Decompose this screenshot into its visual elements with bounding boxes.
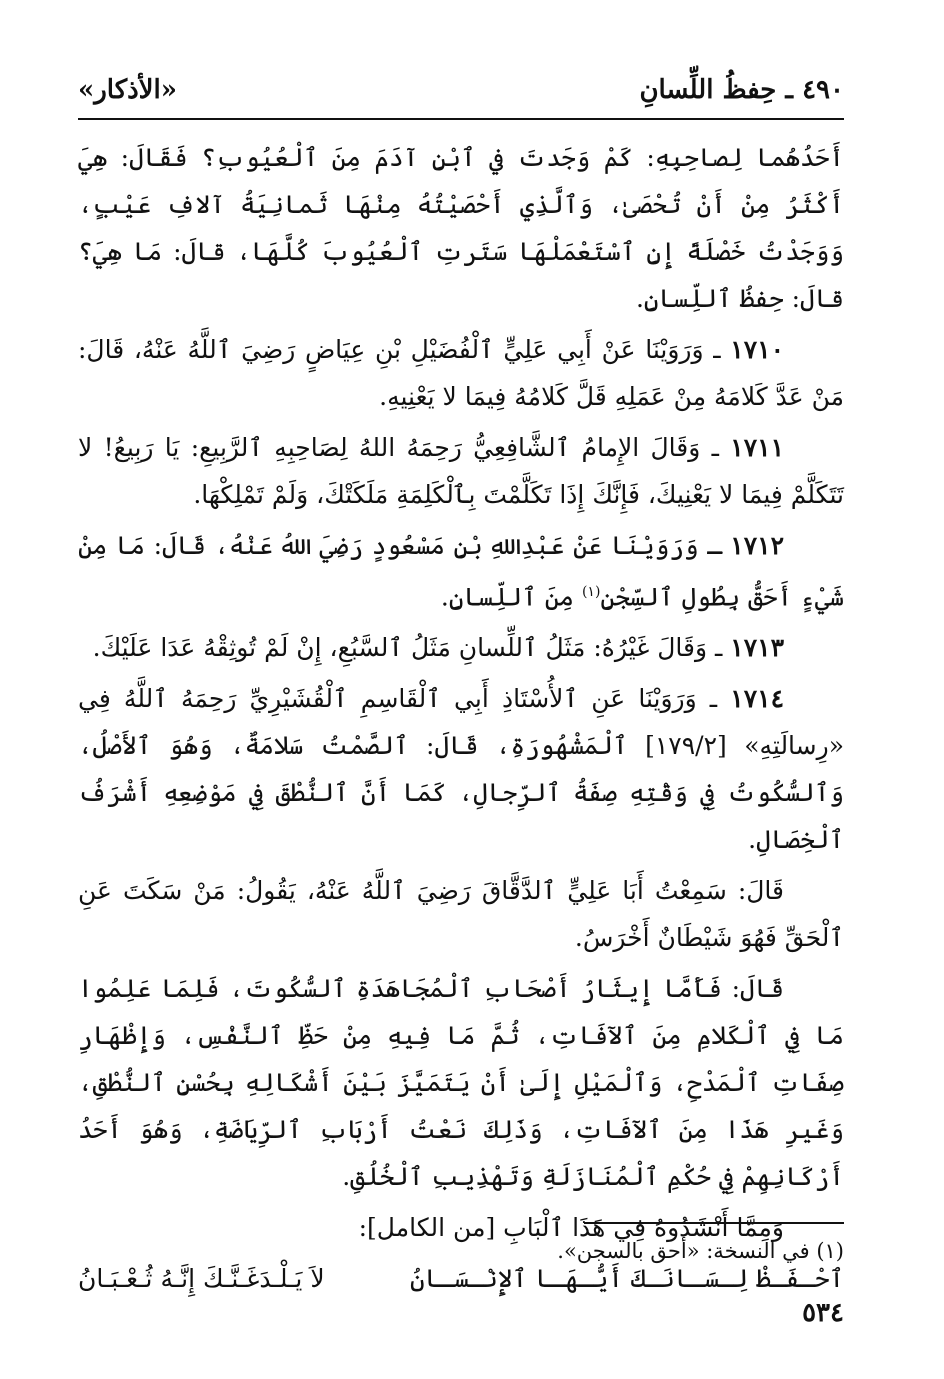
- paragraph: [78, 134, 844, 322]
- paragraph-text-continued: مِنَ ٱللِّسانِ.: [440, 582, 582, 612]
- paragraph-text: ـ وَقَالَ غَيْرُهُ: مَثَلُ ٱللِّسانِ مَثَلُ ٱلسَّبُعِ، إِنْ لَمْ تُوثِقْهُ عَدَا عَلَيْكَ.: [92, 633, 723, 663]
- paragraph-text: وَمِمَّا أَنْشَدُوهُ فِي هَذَا ٱلْبَابِ [من الكامل]:: [358, 1213, 784, 1243]
- footnote-divider: [584, 1222, 844, 1224]
- header-divider: [78, 118, 844, 120]
- entry-number: ١٧١٤: [730, 684, 785, 714]
- paragraph-text: ـ وَقَالَ الإِمامُ ٱلشَّافِعِيُّ رَحِمَهُ اللهُ لِصَاحِبِهِ ٱلرَّبِيعِ: يَا رَبِيعُ! لا تَتَكَلَّمْ فِيمَا لا يَعْنِيكَ، فَإِنَّكَ إِذَا تَكَلَّمْتَ بِٱلْكَلِمَةِ مَلَكَتْكَ، وَلَمْ تَمْلِكْهَا.: [78, 433, 844, 509]
- paragraph: [78, 326, 844, 420]
- running-title: ٤٩٠ ـ حِفظُ اللِّسانِ: [639, 75, 844, 105]
- footnote: (١) في النسخة: «أحق بالسجن».: [557, 1239, 844, 1263]
- book-title: «الأذكار»: [78, 75, 177, 105]
- entry-number: ١٧١٠: [730, 335, 784, 364]
- paragraph-text: ـ وَرَوَيْنَا عَنِ ٱلأُسْتَاذِ أَبِي ٱلْقَاسِمِ ٱلْقُشَيْرِيِّ رَحِمَهُ ٱللَّهُ فِي «رِسالَتِهِ» [١٧٩/٢] ٱلْمَشْهُورَةِ، قَالَ: ٱلصَّمْتُ سَلامَةٌ، وَهُوَ ٱلأَصْلُ، وَٱلسُّكُوتُ فِي وَقْتِهِ صِفَةُ ٱلرِّجالِ، كَمَا أَنَّ ٱلنُّطْقَ فِي مَوْضِعِهِ أَشْرَفُ ٱلْخِصَالِ.: [78, 684, 844, 855]
- main-text: [78, 134, 844, 1302]
- paragraph: [78, 965, 844, 1200]
- entry-number: ١٧١٢: [730, 531, 784, 560]
- page-number: ٥٣٤: [802, 1298, 844, 1328]
- page: [78, 0, 844, 1379]
- paragraph: [78, 867, 844, 961]
- paragraph: [78, 624, 844, 671]
- paragraph-text: ـ وَرَوَيْنَا عَنْ عَبْدِاللهِ بْنِ مَسْعُودٍ رَضِيَ اللهُ عَنْهُ، قَالَ: مَا مِنْ شَيْءٍ أَحَقُّ بِطُولِ ٱلسِّجْنِ: [78, 531, 844, 612]
- paragraph: [78, 424, 844, 518]
- paragraph-text: أَحَدُهُما لِصاحِبِهِ: كَمْ وَجَدتَ في ٱبْنِ آدَمَ مِنَ ٱلْعُيُوبِ؟ فَقَالَ: هِيَ أَكْثَرُ مِنْ أَنْ تُحْصَىٰ، وَٱلَّذِي أَحْصَيْتُهُ مِنْهَا ثَمانِيَةُ آلافِ عَيْبٍ، وَوَجَدْتُ خَصْلَةً إِنِ ٱسْتَعْمَلْهَا سَتَرتِ ٱلْعُيُوبَ كُلَّهَا، قالَ: مَا هِيَ؟ قالَ: حِفظُ ٱللِّسانِ.: [78, 143, 844, 313]
- verse-second-hemistich: لاَ يَـلْـدَغَـنَّـكَ إِنَّـهُ ثُـعْـبَـانُ: [78, 1264, 325, 1294]
- footnote-marker: (١): [581, 584, 601, 600]
- entry-number: ١٧١٣: [730, 633, 784, 663]
- page-header: [78, 70, 844, 110]
- paragraph: [78, 675, 844, 863]
- paragraph-text: ـ وَرَوَيْنَا عَنْ أَبِي عَلِيٍّ ٱلْفُضَيْلِ بْنِ عِيَاضٍ رَضِيَ ٱللَّهُ عَنْهُ، قَالَ: مَنْ عَدَّ كَلامَهُ مِنْ عَمَلِهِ قَلَّ كَلامُهُ فِيمَا لا يَعْنِيهِ.: [78, 335, 844, 411]
- paragraph-text: قَالَ: سَمِعْتُ أَبَا عَلِيٍّ ٱلدَّقَّاقَ رَضِيَ ٱللَّهُ عَنْهُ، يَقُولُ: مَنْ سَكَتَ عَنِ ٱلْحَقِّ فَهُوَ شَيْطَانٌ أَخْرَسُ.: [78, 876, 844, 953]
- verse-first-hemistich: ٱحْـفَـظْ لِـسَـانَـكَ أَيُّـهَـا ٱلإِنْـسَـانُ: [410, 1264, 844, 1294]
- paragraph-text: قَالَ: فَأَمَّا إِيثَارُ أَصْحَابِ ٱلْمُجَاهَدَةِ ٱلسُّكُوتَ، فَلِمَا عَلِمُوا مَا فِي ٱلْكَلامِ مِنَ ٱلآفَاتِ، ثُمَّ مَا فِيهِ مِنْ حَظِّ ٱلنَّفْسِ، وَإِظْهَارِ صِفَاتِ ٱلْمَدْحِ، وَٱلْمَيْلِ إِلَىٰ أَنْ يَتَمَيَّزَ بَيْنَ أَشْكَالِهِ بِحُسْنِ ٱلنُّطْقِ، وَغَيرِ هَذَا مِنَ ٱلآفَاتِ، وَذَلِكَ نَعْتُ أَرْبَابِ ٱلرِّيَاضَةِ، وَهُوَ أَحَدُ أَرْكَانِهِمْ فِي حُكْمِ ٱلْمُنَازَلَةِ وَتَهْذِيبِ ٱلْخُلُقِ.: [78, 974, 844, 1192]
- paragraph: [78, 522, 844, 620]
- entry-number: ١٧١١: [730, 433, 784, 462]
